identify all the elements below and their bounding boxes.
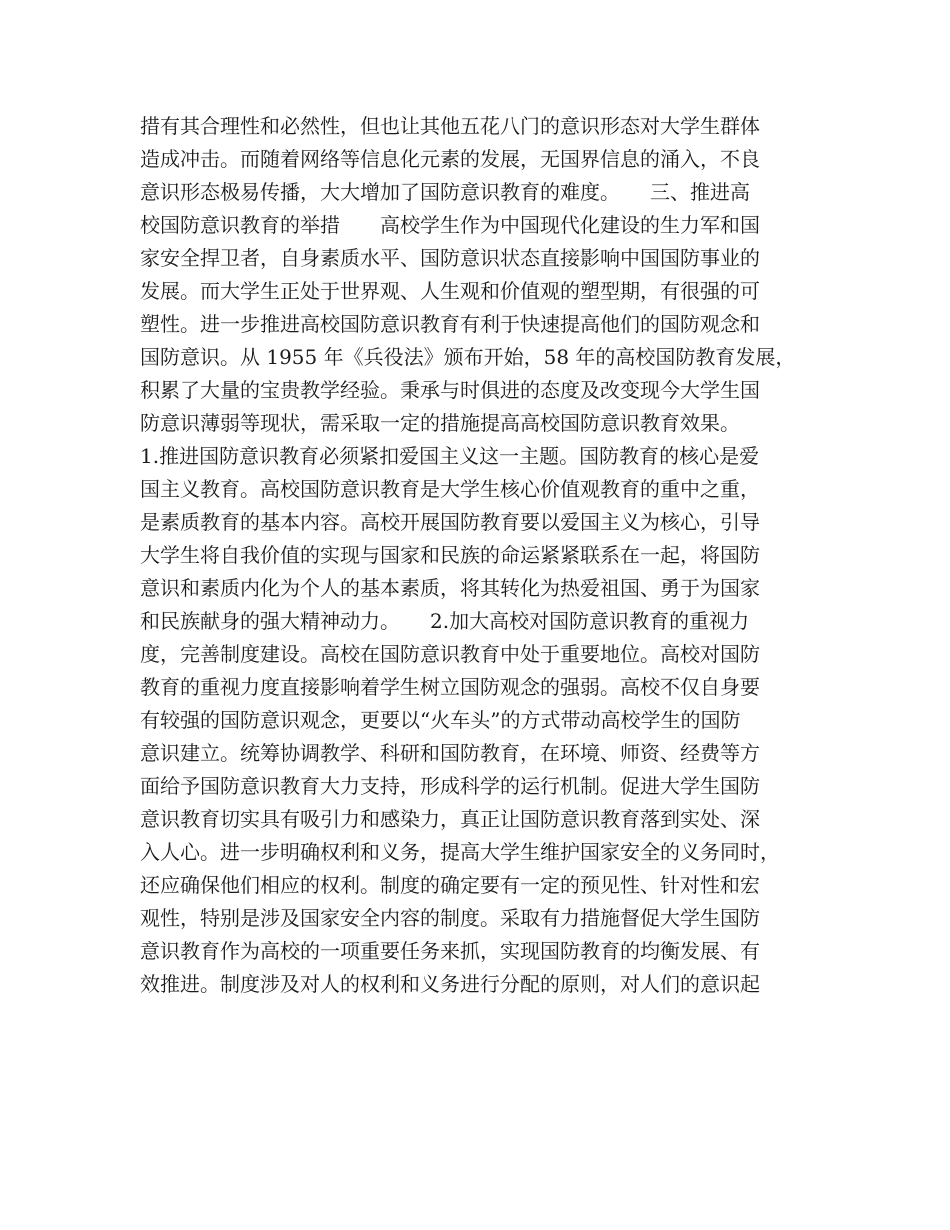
text-line: 面给予国防意识教育大力支持，形成科学的运行机制。促进大学生国防 — [140, 774, 760, 798]
text-line: 造成冲击。而随着网络等信息化元素的发展，无国界信息的涌入，不良 — [140, 147, 760, 171]
text-line: 观性，特别是涉及国家安全内容的制度。采取有力措施督促大学生国防 — [140, 906, 760, 930]
text-line: 效推进。制度涉及对人的权利和义务进行分配的原则，对人们的意识起 — [140, 972, 760, 996]
text-line: 意识和素质内化为个人的基本素质，将其转化为热爱祖国、勇于为国家 — [140, 576, 760, 600]
text-line: 是素质教育的基本内容。高校开展国防教育要以爱国主义为核心，引导 — [140, 510, 760, 534]
text-line: 意识建立。统筹协调教学、科研和国防教育，在环境、师资、经费等方 — [140, 741, 760, 765]
text-line: 措有其合理性和必然性，但也让其他五花八门的意识形态对大学生群体 — [140, 114, 760, 138]
text-line: 意识形态极易传播，大大增加了国防意识教育的难度。 三、推进高 — [140, 180, 750, 204]
text-line: 家安全捍卫者，自身素质水平、国防意识状态直接影响中国国防事业的 — [140, 246, 760, 270]
text-line: 意识教育切实具有吸引力和感染力，真正让国防意识教育落到实处、深 — [140, 807, 760, 831]
text-line: 防意识薄弱等现状，需采取一定的措施提高高校国防意识教育效果。 — [140, 411, 740, 435]
text-line: 入人心。进一步明确权利和义务，提高大学生维护国家安全的义务同时， — [140, 840, 780, 864]
text-line: 塑性。进一步推进高校国防意识教育有利于快速提高他们的国防观念和 — [140, 312, 760, 336]
text-line: 教育的重视力度直接影响着学生树立国防观念的强弱。高校不仅自身要 — [140, 675, 760, 699]
text-line: 国主义教育。高校国防意识教育是大学生核心价值观教育的重中之重， — [140, 477, 760, 501]
text-line: 发展。而大学生正处于世界观、人生观和价值观的塑型期，有很强的可 — [140, 279, 760, 303]
text-line: 有较强的国防意识观念，更要以“火车头”的方式带动高校学生的国防 — [140, 708, 741, 732]
text-line: 1.推进国防意识教育必须紧扣爱国主义这一主题。国防教育的核心是爱 — [140, 444, 760, 468]
text-line: 度，完善制度建设。高校在国防意识教育中处于重要地位。高校对国防 — [140, 642, 760, 666]
text-line: 国防意识。从 1955 年《兵役法》颁布开始，58 年的高校国防教育发展， — [140, 345, 796, 369]
text-line: 和民族献身的强大精神动力。 2.加大高校对国防意识教育的重视力 — [140, 609, 750, 633]
text-line: 校国防意识教育的举措 高校学生作为中国现代化建设的生力军和国 — [140, 213, 760, 237]
body-text — [140, 110, 830, 1001]
text-line: 大学生将自我价值的实现与国家和民族的命运紧紧联系在一起，将国防 — [140, 543, 760, 567]
text-line: 积累了大量的宝贵教学经验。秉承与时俱进的态度及改变现今大学生国 — [140, 378, 760, 402]
text-line: 还应确保他们相应的权利。制度的确定要有一定的预见性、针对性和宏 — [140, 873, 760, 897]
text-line: 意识教育作为高校的一项重要任务来抓，实现国防教育的均衡发展、有 — [140, 939, 760, 963]
